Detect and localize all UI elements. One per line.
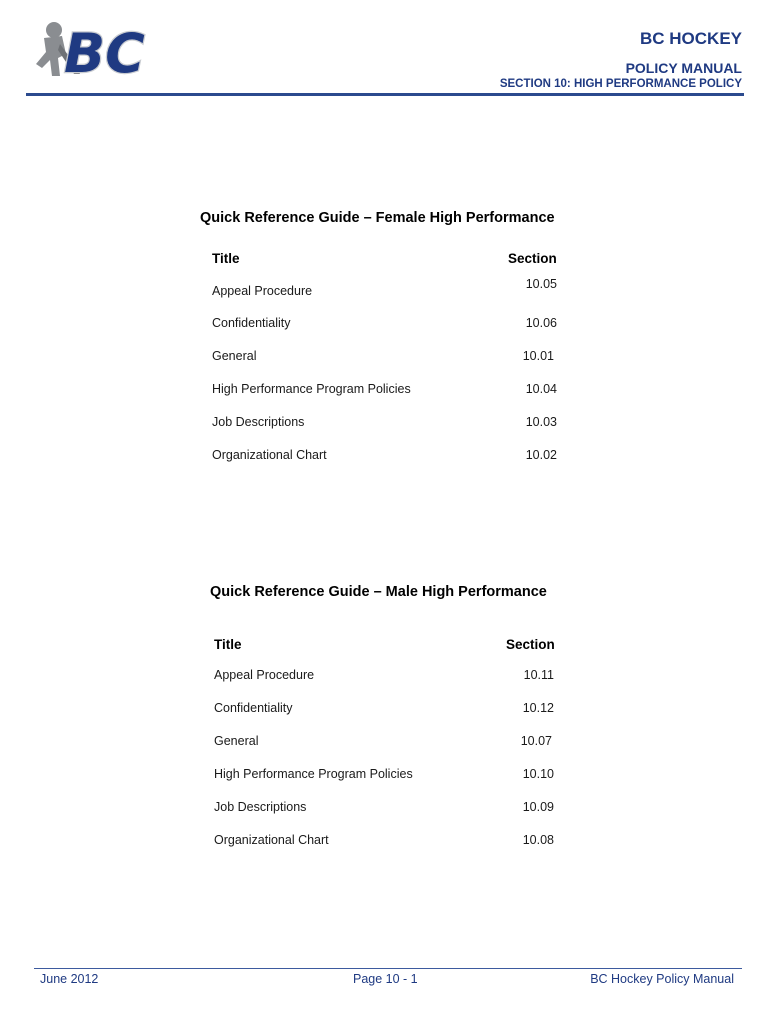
male-row-section: 10.08 — [522, 833, 554, 847]
footer-date: June 2012 — [40, 972, 99, 986]
female-row-title: Job Descriptions — [212, 415, 305, 429]
female-row-title: Appeal Procedure — [212, 284, 313, 298]
footer-rule — [34, 968, 742, 969]
male-row-section: 10.10 — [522, 767, 554, 781]
female-row-title: General — [212, 349, 257, 363]
bc-hockey-logo — [30, 14, 170, 84]
male-guide-title: Quick Reference Guide – Male High Performance — [210, 584, 547, 600]
male-col-section: Section — [506, 637, 555, 652]
female-row-section: 10.06 — [525, 316, 557, 330]
male-row-section: 10.09 — [522, 800, 554, 814]
male-row-title: Organizational Chart — [214, 833, 329, 847]
male-row-section: 10.11 — [523, 668, 554, 682]
male-row-title: Appeal Procedure — [214, 668, 315, 682]
male-row-section: 10.07 — [520, 734, 552, 748]
female-row-title: Confidentiality — [212, 316, 291, 330]
male-row-title: Job Descriptions — [214, 800, 307, 814]
footer-page-number: Page 10 - 1 — [353, 972, 418, 986]
male-row-title: High Performance Program Policies — [214, 767, 413, 781]
female-row-section: 10.03 — [525, 415, 557, 429]
footer-document-name: BC Hockey Policy Manual — [590, 972, 734, 986]
female-col-title: Title — [212, 251, 240, 266]
female-col-section: Section — [508, 251, 557, 266]
male-row-section: 10.12 — [522, 701, 554, 715]
female-row-section: 10.05 — [525, 277, 557, 291]
header-rule — [26, 93, 744, 96]
male-row-title: Confidentiality — [214, 701, 293, 715]
female-row-title: Organizational Chart — [212, 448, 327, 462]
female-row-title: High Performance Program Policies — [212, 382, 411, 396]
logo-text: BC — [64, 22, 145, 84]
female-row-section: 10.01 — [522, 349, 554, 363]
male-row-title: General — [214, 734, 259, 748]
header-org-name: BC HOCKEY — [639, 29, 742, 48]
female-guide-title: Quick Reference Guide – Female High Performance — [200, 210, 555, 226]
female-row-section: 10.02 — [525, 448, 557, 462]
female-row-section: 10.04 — [525, 382, 557, 396]
header-manual-title: POLICY MANUAL — [625, 60, 742, 76]
male-col-title: Title — [214, 637, 242, 652]
header-section-title: SECTION 10: HIGH PERFORMANCE POLICY — [499, 78, 742, 90]
